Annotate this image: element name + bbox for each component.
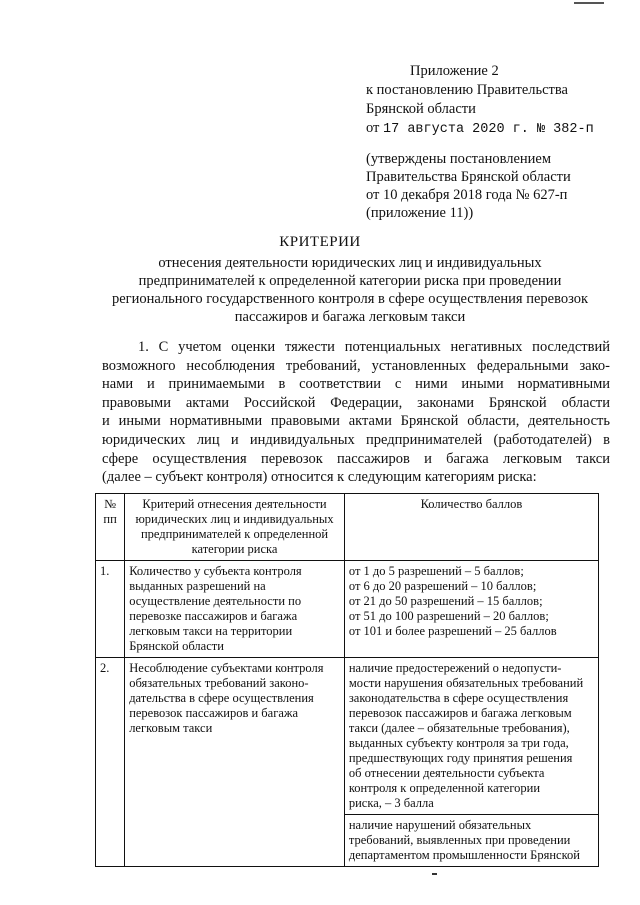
row-points: наличие предостережений о недопусти- мости нарушения обязательных требований законодательства в сфере осуществления перевозок пассажиров и багажа легковым такси (далее – обязательные требования), выданных субъекту контроля за три года, предшествующих году принятия решения об отнесении деятельности субъекта контроля к определенной категории риска, – 3 балла [344,658,598,815]
appendix-title: Приложение 2 [410,63,499,79]
paragraph-line: (далее – субъект контроля) относится к следующим категориям риска: [102,469,537,486]
approved-line: (приложение 11)) [366,205,474,221]
paragraph-line: правовыми актами Российской Федерации, законами Брянской области [102,394,610,411]
subtitle-line: отнесения деятельности юридических лиц и индивидуальных [158,255,542,271]
paragraph-line: сфере осуществления перевозок пассажиров и багажа легковым такси [102,450,610,467]
header-criterion: Критерий отнесения деятельности юридических лиц и индивидуальных предпринимателей к определенной категории риска [125,494,345,561]
paragraph-1 [102,338,610,487]
row-criterion: Несоблюдение субъектами контроля обязательных требований законо- дательства в сфере осуществления перевозок пассажиров и багажа легковым такси [125,658,345,867]
paragraph-line: 1. С учетом оценки тяжести потенциальных негативных последствий [138,339,610,355]
table-row [96,658,599,815]
document-title: КРИТЕРИИ [279,234,361,250]
appendix-date [366,119,626,139]
scan-artifact [432,873,437,875]
subtitle-line: пассажиров и багажа легковым такси [234,309,466,325]
row-points-extra: наличие нарушений обязательных требований, выявленных при проведении департаментом промышленности Брянской [344,815,598,867]
approved-line: (утверждены постановлением [366,151,552,167]
subtitle-line: регионального государственного контроля в сфере осуществления перевозок [111,291,589,307]
appendix-line: к постановлению Правительства [366,82,568,98]
header-points: Количество баллов [344,494,598,561]
row-criterion: Количество у субъекта контроля выданных разрешений на осуществление деятельности по перевозке пассажиров и багажа легковым такси на территории Брянской области [125,561,345,658]
appendix-block [366,62,626,139]
row-number: 2. [96,658,125,867]
approved-line: от 10 декабря 2018 года № 627-п [366,187,568,203]
document-subtitle [90,254,610,326]
paragraph-line: юридических лиц и индивидуальных предпринимателей (работодателей) в [102,431,610,448]
subtitle-line: предпринимателей к определенной категории риска при проведении [138,273,562,289]
approved-line: Правительства Брянской области [366,169,571,185]
row-points: от 1 до 5 разрешений – 5 баллов; от 6 до 20 разрешений – 10 баллов; от 21 до 50 разрешений – 15 баллов; от 51 до 100 разрешений – 20 баллов; от 101 и более разрешений – 25 баллов [344,561,598,658]
appendix-date-typed: 17 августа 2020 г. № 382-п [383,122,594,137]
table-row [96,561,599,658]
criteria-table [95,493,599,867]
header-number: № пп [96,494,125,561]
table-header-row [96,494,599,561]
appendix-date-prefix: от [366,120,384,136]
paragraph-line: и иными нормативными правовыми актами Брянской области, деятельность [102,413,610,430]
row-number: 1. [96,561,125,658]
approved-note [366,150,626,222]
scan-artifact [574,2,604,7]
appendix-line: Брянской области [366,101,476,117]
paragraph-line: нами и принимаемыми в соответствии с ними иными нормативными [102,376,610,393]
paragraph-line: возможного несоблюдения требований, установленных федеральными зако- [102,357,610,374]
